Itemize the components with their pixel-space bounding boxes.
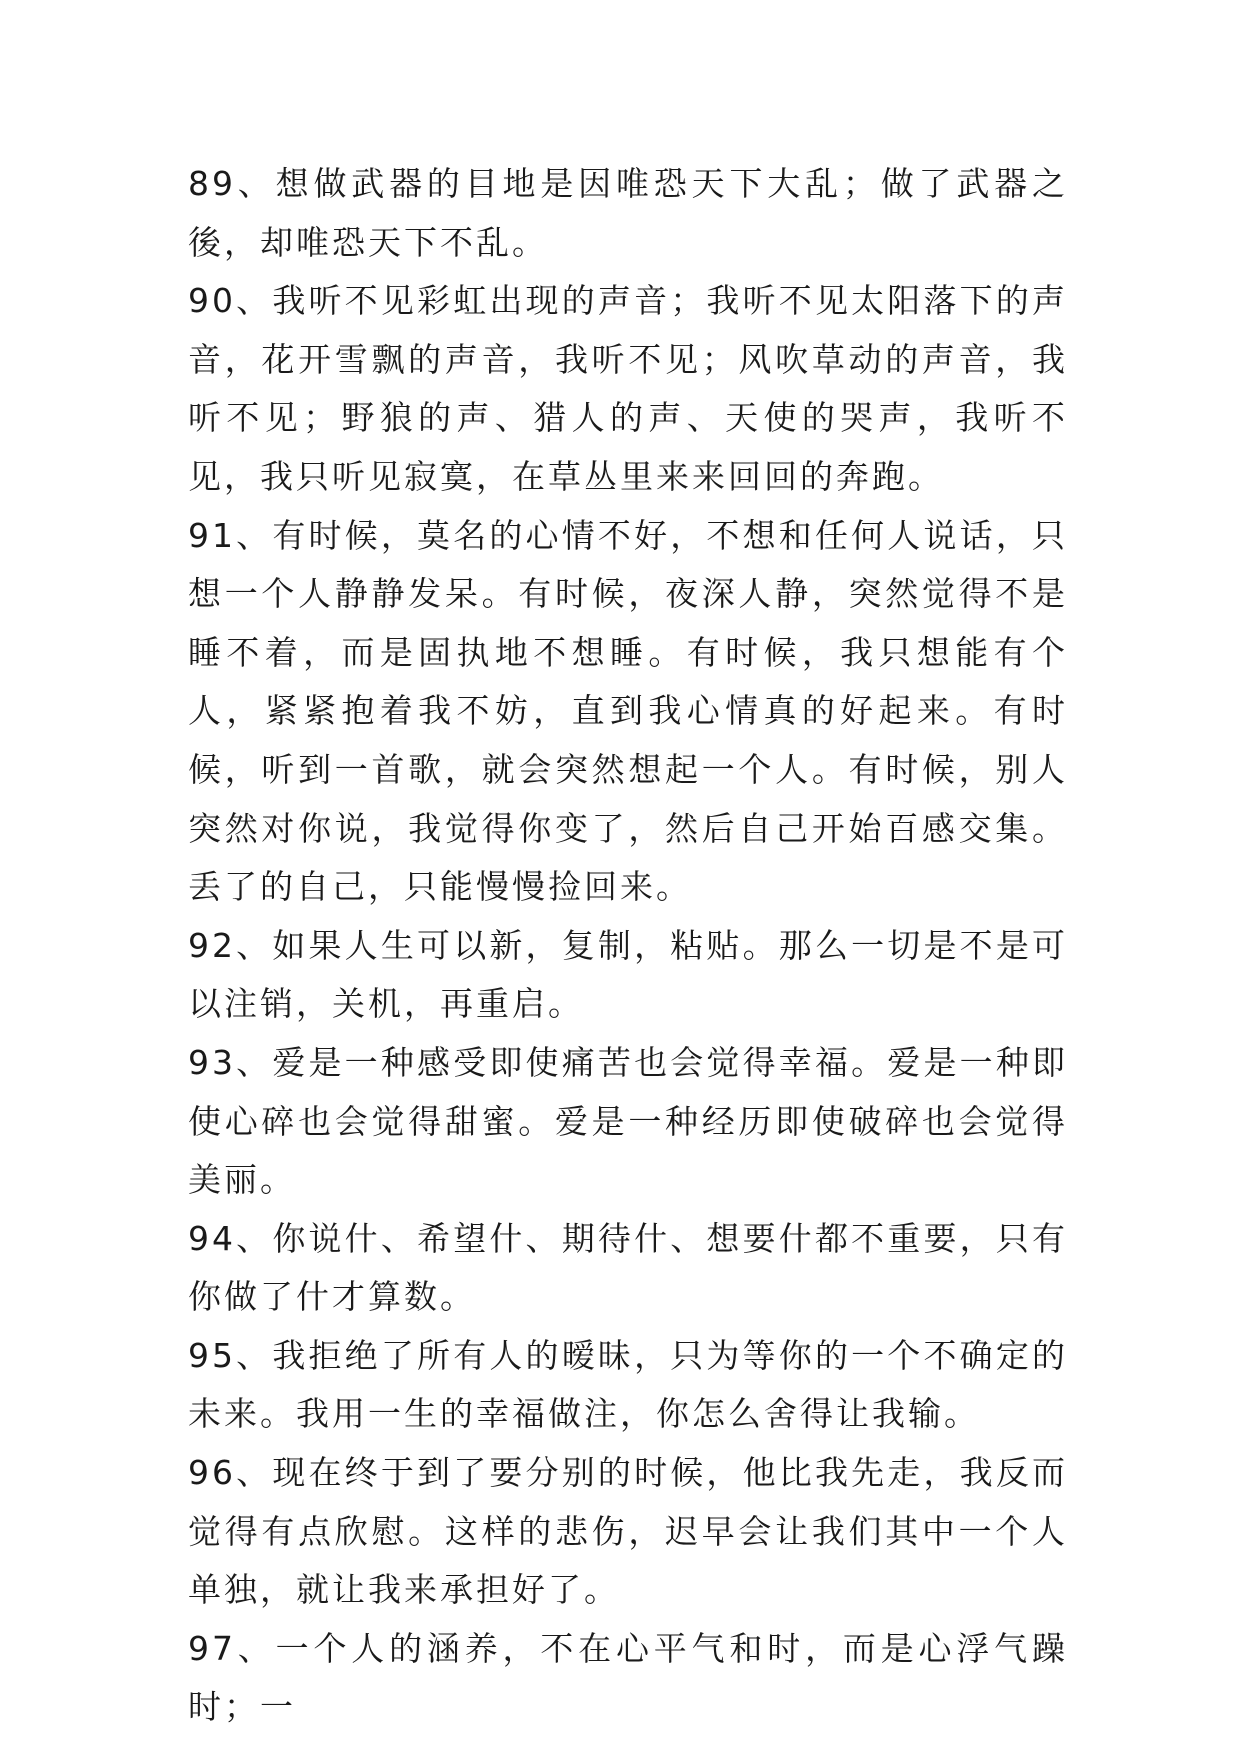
paragraph-95: 95、我拒绝了所有人的暧昧，只为等你的一个不确定的未来。我用一生的幸福做注，你怎么舍得让我输。: [188, 1335, 1068, 1434]
paragraph-92: 92、如果人生可以新，复制，粘贴。那么一切是不是可以注销，关机，再重启。: [188, 925, 1068, 1024]
paragraph-97: 97、一个人的涵养，不在心平气和时，而是心浮气躁时；一: [188, 1628, 1068, 1727]
paragraph-93: 93、爱是一种感受即使痛苦也会觉得幸福。爱是一种即使心碎也会觉得甜蜜。爱是一种经历即使破碎也会觉得美丽。: [188, 1042, 1068, 1200]
paragraph-96: 96、现在终于到了要分别的时候，他比我先走，我反而觉得有点欣慰。这样的悲伤，迟早会让我们其中一个人单独，就让我来承担好了。: [188, 1453, 1068, 1610]
document-body: [188, 155, 1068, 1737]
paragraph-94: 94、你说什、希望什、期待什、想要什都不重要，只有你做了什才算数。: [188, 1218, 1068, 1317]
paragraph-90: 90、我听不见彩虹出现的声音；我听不见太阳落下的声音，花开雪飘的声音，我听不见；风吹草动的声音，我听不见；野狼的声、猎人的声、天使的哭声，我听不见，我只听见寂寞，在草丛里来来回回的奔跑。: [188, 281, 1068, 496]
paragraph-91: 91、有时候，莫名的心情不好，不想和任何人说话，只想一个人静静发呆。有时候，夜深人静，突然觉得不是睡不着，而是固执地不想睡。有时候，我只想能有个人，紧紧抱着我不妨，直到我心情真的好起来。有时候，听到一首歌，就会突然想起一个人。有时候，别人突然对你说，我觉得你变了，然后自己开始百感交集。丢了的自己，只能慢慢捡回来。: [188, 515, 1068, 907]
paragraph-89: 89、想做武器的目地是因唯恐天下大乱；做了武器之後，却唯恐天下不乱。: [188, 164, 1068, 262]
